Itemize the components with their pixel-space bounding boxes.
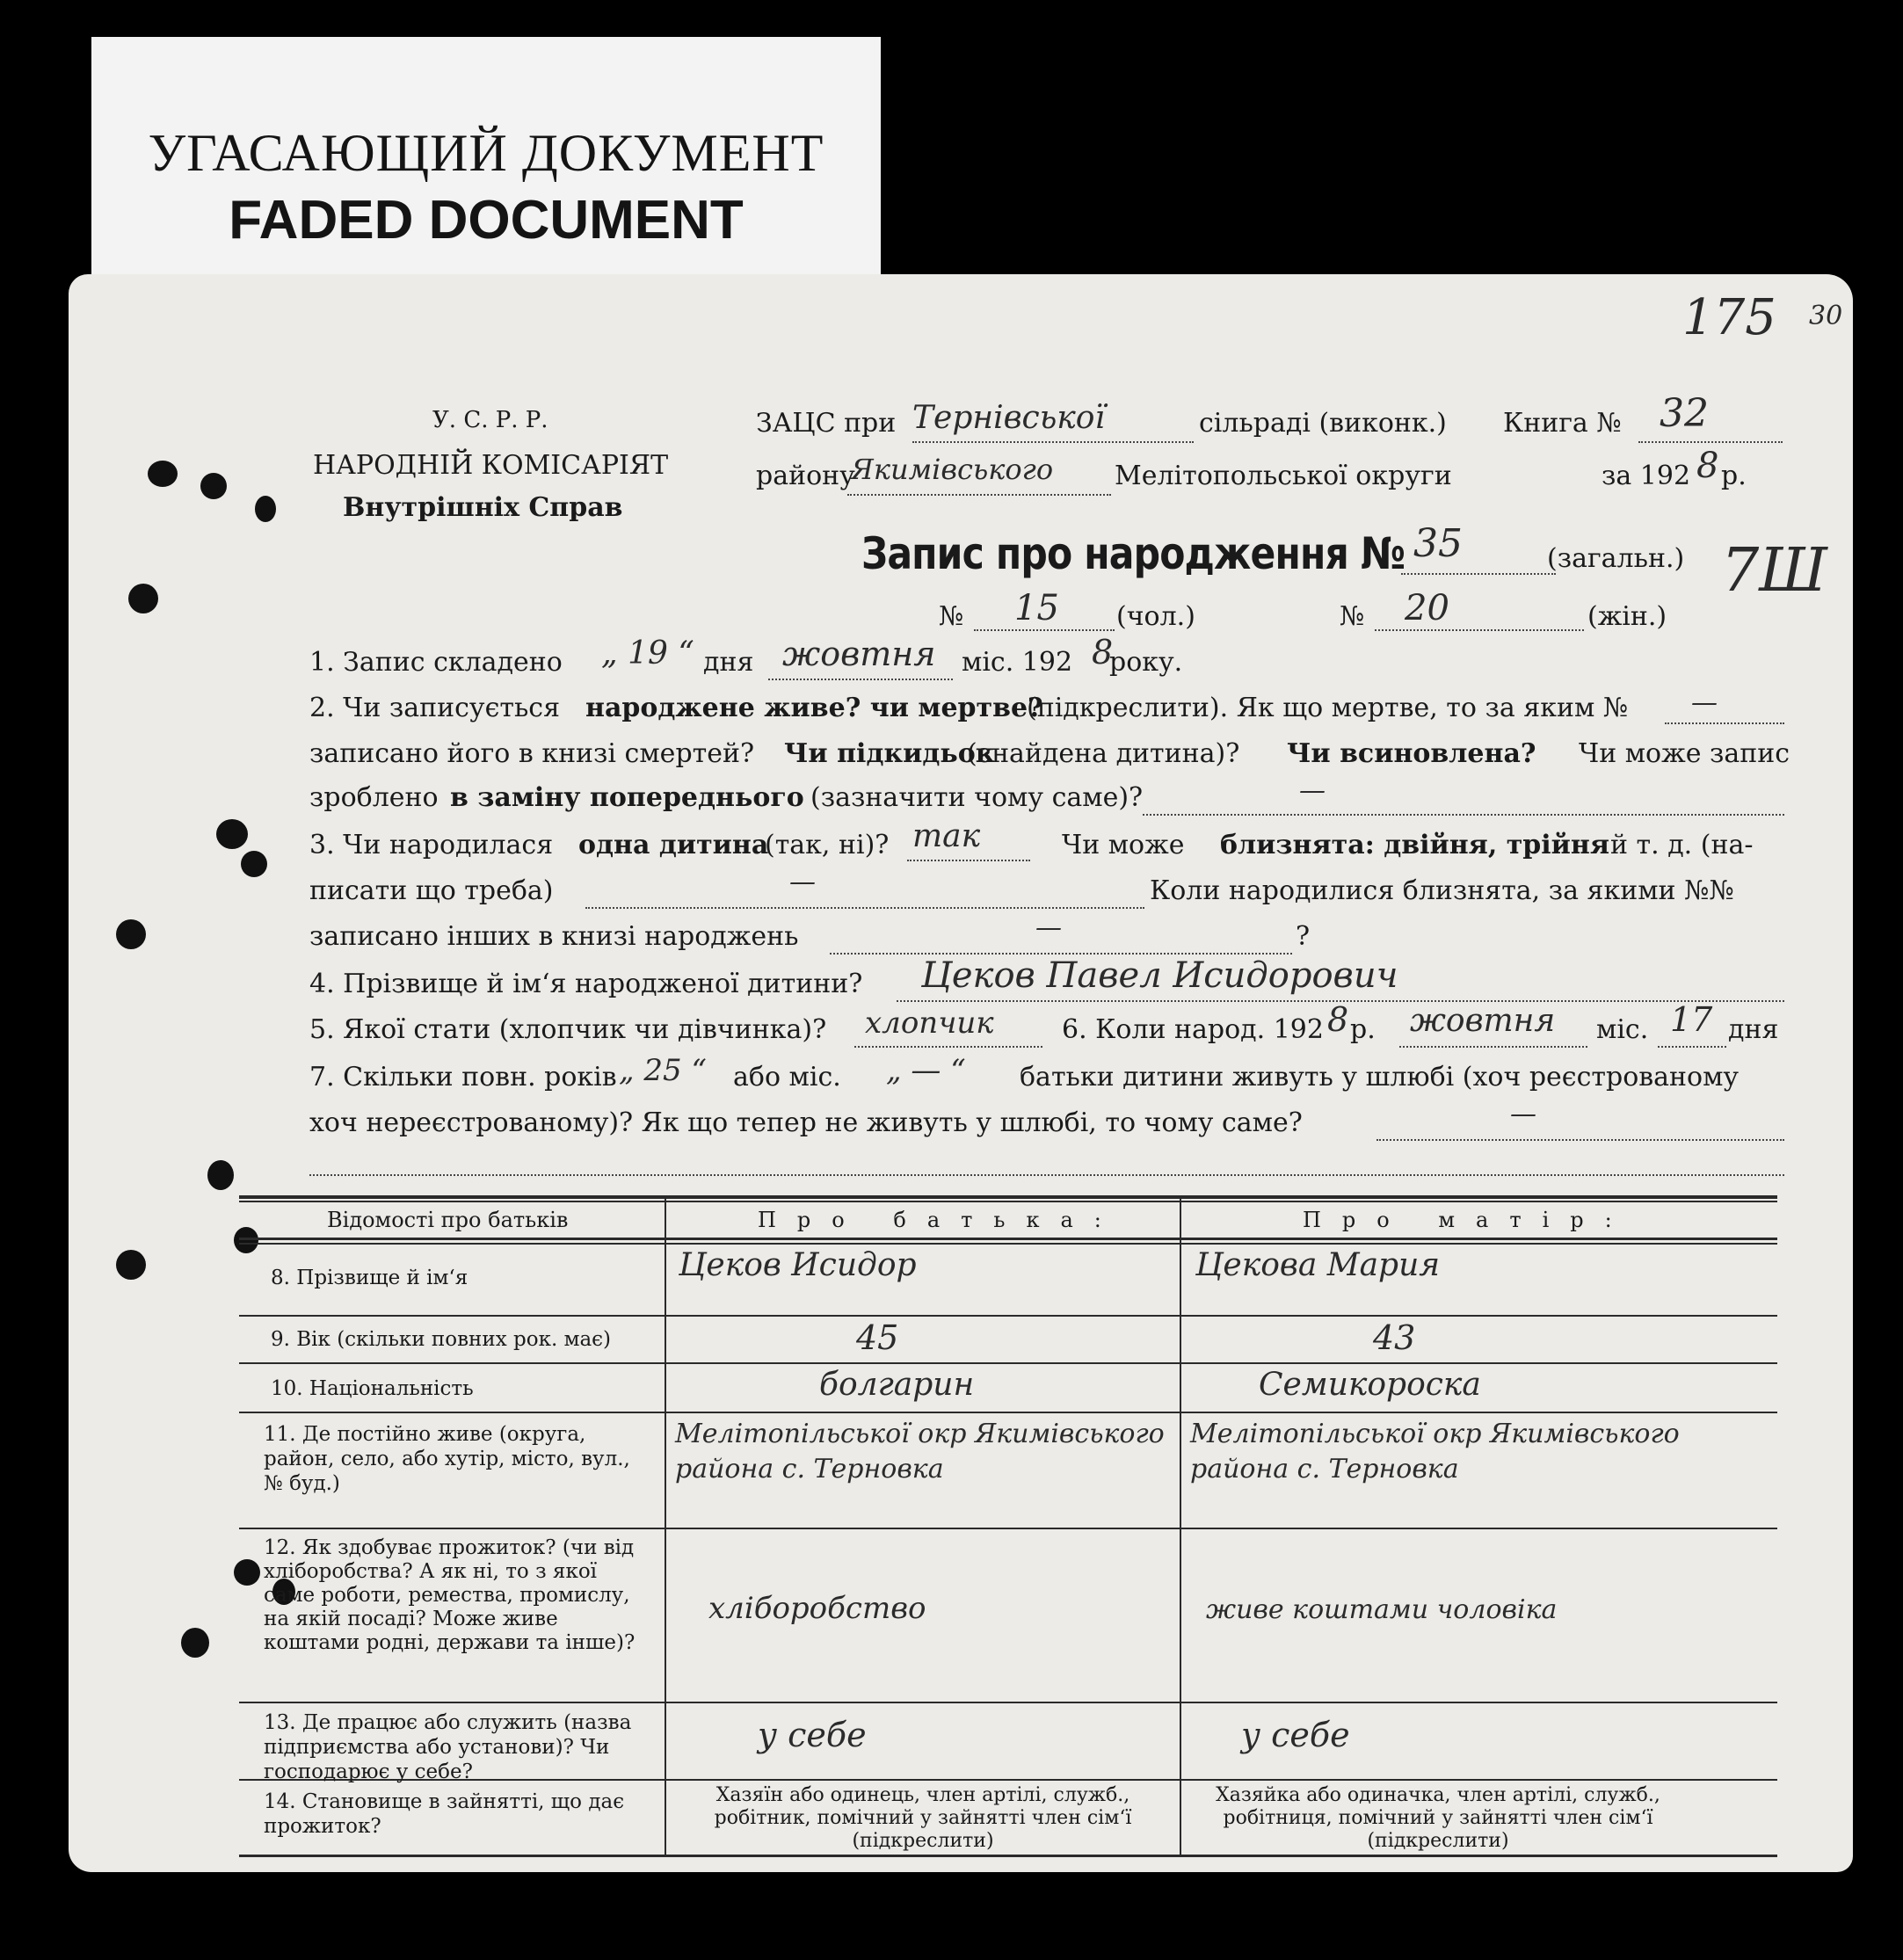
punch-hole xyxy=(241,851,267,877)
header-mother: Про матір: xyxy=(1303,1208,1633,1232)
q6-text-d: дня xyxy=(1728,1014,1779,1045)
q1-text-a: 1. Запис складено xyxy=(309,647,563,678)
agency-line3: Внутрішніх Справ xyxy=(343,492,623,523)
q1-month: жовтня xyxy=(782,635,936,673)
q1-text-c: міс. 192 xyxy=(962,647,1073,678)
q1-day: „ 19 “ xyxy=(601,635,694,671)
q5-value: хлопчик xyxy=(865,1005,994,1041)
mother-residence: Мелітопільської окр Якимівського района с. Терновка xyxy=(1190,1419,1680,1485)
faded-document-label xyxy=(91,37,881,287)
q3-line2-value: — xyxy=(789,867,816,897)
male-number: 15 xyxy=(1014,588,1059,628)
row-label-name: 8. Прізвище й ім‘я xyxy=(271,1267,468,1289)
q3-line3-b: ? xyxy=(1296,921,1311,952)
q2-line3-value: — xyxy=(1299,775,1326,806)
male-line xyxy=(974,629,1115,631)
q2-line2-d: Чи всиновлена? xyxy=(1287,738,1536,769)
mother-occupation: Хазяйка або одиначка, член артілі, служб., робітниця, помічний у зайнятті член сім‘ї (підкреслити) xyxy=(1216,1784,1660,1852)
father-age: 45 xyxy=(856,1318,899,1357)
q3-line2-field xyxy=(585,907,1144,909)
q2-line1-a: 2. Чи записується xyxy=(309,693,561,723)
row-label-occupation: 14. Становище в зайнятті, що дає прожиток? xyxy=(264,1790,625,1838)
zags-suffix: сільраді (виконк.) xyxy=(1199,408,1447,439)
row-label-livelihood: 12. Як здобуває прожиток? (чи від хліборобства? А як ні, то з якої саме роботи, ремества, промислу, на якій посаді? Може живе коштами родні, держави та інше)? xyxy=(264,1536,636,1654)
father-residence: Мелітопільської окр Якимівського района с. Терновка xyxy=(675,1419,1165,1485)
male-no-sign: № xyxy=(939,601,964,632)
q3-line2-a: писати що треба) xyxy=(309,875,554,906)
q3-line1-f: й т. д. (на- xyxy=(1610,830,1754,860)
q3-line1-value: так xyxy=(912,818,981,854)
q7-line2-a: хоч нереєстрованому)? Як що тепер не живуть у шлюбі, то чому саме? xyxy=(309,1107,1303,1138)
father-occupation: Хазяїн або одинець, член артілі, служб., робітник, помічний у зайнятті член сім‘ї (підкреслити) xyxy=(714,1784,1132,1852)
q6-year: 8 xyxy=(1327,1000,1349,1039)
female-line xyxy=(1375,629,1584,631)
q2-line3-field xyxy=(1143,814,1784,816)
q2-line2-b: Чи підкидьок xyxy=(784,738,995,769)
agency-line1: У. С. Р. Р. xyxy=(432,407,548,433)
row-label-nationality: 10. Національність xyxy=(271,1377,474,1400)
year-suffix: р. xyxy=(1721,461,1747,491)
q6-month: жовтня xyxy=(1410,1003,1556,1039)
year-digit: 8 xyxy=(1696,446,1719,486)
record-number-line xyxy=(1401,573,1556,575)
punch-hole xyxy=(200,473,227,499)
q1-month-line xyxy=(768,679,953,680)
q3-line1-a: 3. Чи народилася xyxy=(309,830,554,860)
q2-line2-c: (знайдена дитина)? xyxy=(967,738,1240,769)
q3-line3-a: записано інших в книзі народжень xyxy=(309,921,799,952)
record-number: 35 xyxy=(1413,521,1463,566)
punch-hole xyxy=(181,1628,209,1658)
q7-years: „ 25 “ xyxy=(619,1053,707,1088)
mother-livelihood: живе коштами чоловіка xyxy=(1206,1594,1558,1625)
row-label-age: 9. Вік (скільки повних рок. має) xyxy=(271,1328,612,1351)
q4-value: Цеков Павел Исидорович xyxy=(921,955,1398,996)
q3-line3-field xyxy=(830,953,1292,955)
punch-hole xyxy=(148,461,178,487)
header-parents-info: Відомості про батьків xyxy=(327,1208,569,1232)
book-label: Книга № xyxy=(1503,408,1622,439)
q2-line1-b: народжене живе? чи мертве? xyxy=(585,693,1043,723)
punch-hole xyxy=(207,1160,234,1190)
okruha: Мелітопольської округи xyxy=(1115,461,1452,491)
q2-line3-c: (зазначити чому саме)? xyxy=(810,782,1144,813)
q7-line2-value: — xyxy=(1510,1099,1536,1129)
parents-table xyxy=(239,1187,1777,1852)
q1-year: 8 xyxy=(1092,633,1114,671)
header-father: Про батька: xyxy=(758,1208,1122,1232)
margin-mark: 7Ш xyxy=(1721,536,1827,606)
record-title: Запис про народження № xyxy=(861,528,1405,579)
q5-text: 5. Якої стати (хлопчик чи дівчинка)? xyxy=(309,1014,827,1045)
mother-workplace: у себе xyxy=(1241,1716,1350,1754)
rayon-line xyxy=(847,494,1111,496)
q2-line1-value: — xyxy=(1691,687,1718,718)
year-prefix: за 192 xyxy=(1602,461,1691,491)
q6-day-field xyxy=(1658,1046,1726,1048)
label-english: FADED DOCUMENT xyxy=(229,190,744,250)
total-label: (загальн.) xyxy=(1547,543,1685,574)
q6-month-field xyxy=(1399,1046,1587,1048)
father-name: Цеков Исидор xyxy=(679,1247,917,1283)
rayon-value: Якимівського xyxy=(851,453,1054,486)
birth-record-page xyxy=(69,274,1853,1872)
male-label: (чол.) xyxy=(1116,601,1195,632)
q2-line1-field xyxy=(1665,722,1784,724)
q6-text-a: 6. Коли народ. 192 xyxy=(1062,1014,1324,1045)
q3-line1-e: близнята: двійня, трійня xyxy=(1220,830,1610,860)
q7-line2-field xyxy=(1376,1139,1784,1141)
q5-field xyxy=(854,1046,1042,1048)
q2-line2-a: записано його в книзі смертей? xyxy=(309,738,755,769)
q2-line1-c: (підкреслити). Як що мертве, то за яким № xyxy=(1027,693,1629,723)
q3-line1-b: одна дитина xyxy=(578,830,769,860)
q3-line2-b: Коли народилися близнята, за якими №№ xyxy=(1150,875,1734,906)
page-number: 175 xyxy=(1682,289,1776,346)
female-number: 20 xyxy=(1405,588,1449,628)
row-label-workplace: 13. Де працює або служить (назва підприємства або установи)? Чи господарює у себе? xyxy=(264,1711,632,1783)
q7-line1-b: або міс. xyxy=(733,1062,841,1093)
q2-line3-b: в заміну попереднього xyxy=(450,782,804,813)
q3-line1-c: (так, ні)? xyxy=(765,830,890,860)
page-number-small: 30 xyxy=(1809,301,1843,331)
q7-line1-c: батьки дитини живуть у шлюбі (хоч реєстрованому xyxy=(1020,1062,1740,1093)
book-line xyxy=(1638,441,1783,443)
father-livelihood: хліборобство xyxy=(708,1591,926,1626)
mother-name: Цекова Мария xyxy=(1195,1247,1441,1283)
female-no-sign: № xyxy=(1340,601,1365,632)
q6-text-c: міс. xyxy=(1596,1014,1649,1045)
mother-nationality: Семикороска xyxy=(1259,1367,1481,1403)
q7-extra-field xyxy=(309,1174,1784,1176)
agency-line2: НАРОДНІЙ КОМІСАРІЯТ xyxy=(313,450,669,481)
rayon-prefix: району xyxy=(756,461,855,491)
punch-hole xyxy=(216,819,248,849)
q2-line3-a: зроблено xyxy=(309,782,439,813)
q3-line3-value: — xyxy=(1035,912,1062,943)
zags-value: Тернівської xyxy=(912,400,1105,436)
q3-line1-field xyxy=(907,860,1030,861)
q7-months: „ — “ xyxy=(886,1053,966,1088)
q2-line2-e: Чи може запис xyxy=(1579,738,1790,769)
q6-text-b: р. xyxy=(1350,1014,1376,1045)
row-label-residence: 11. Де постійно живе (округа, район, село, або хутір, місто, вул., № буд.) xyxy=(264,1423,630,1495)
q4-text: 4. Прізвище й ім‘я народженої дитини? xyxy=(309,969,863,999)
mother-age: 43 xyxy=(1373,1318,1416,1357)
punch-hole xyxy=(116,1250,146,1280)
punch-hole xyxy=(255,496,276,522)
q1-text-b: дня xyxy=(703,647,754,678)
female-label: (жін.) xyxy=(1587,601,1667,632)
father-nationality: болгарин xyxy=(819,1367,975,1403)
label-russian: УГАСАЮЩИЙ ДОКУМЕНТ xyxy=(148,124,824,182)
q1-text-d: року. xyxy=(1109,647,1183,678)
book-value: 32 xyxy=(1660,391,1709,436)
punch-hole xyxy=(116,919,146,949)
punch-hole xyxy=(128,584,158,613)
q7-line1-a: 7. Скільки повн. років xyxy=(309,1062,617,1093)
father-workplace: у себе xyxy=(758,1716,867,1754)
q3-line1-d: Чи може xyxy=(1062,830,1185,860)
q6-day: 17 xyxy=(1670,1000,1713,1039)
zags-line xyxy=(912,441,1194,443)
zags-prefix: ЗАЦС при xyxy=(756,408,897,439)
